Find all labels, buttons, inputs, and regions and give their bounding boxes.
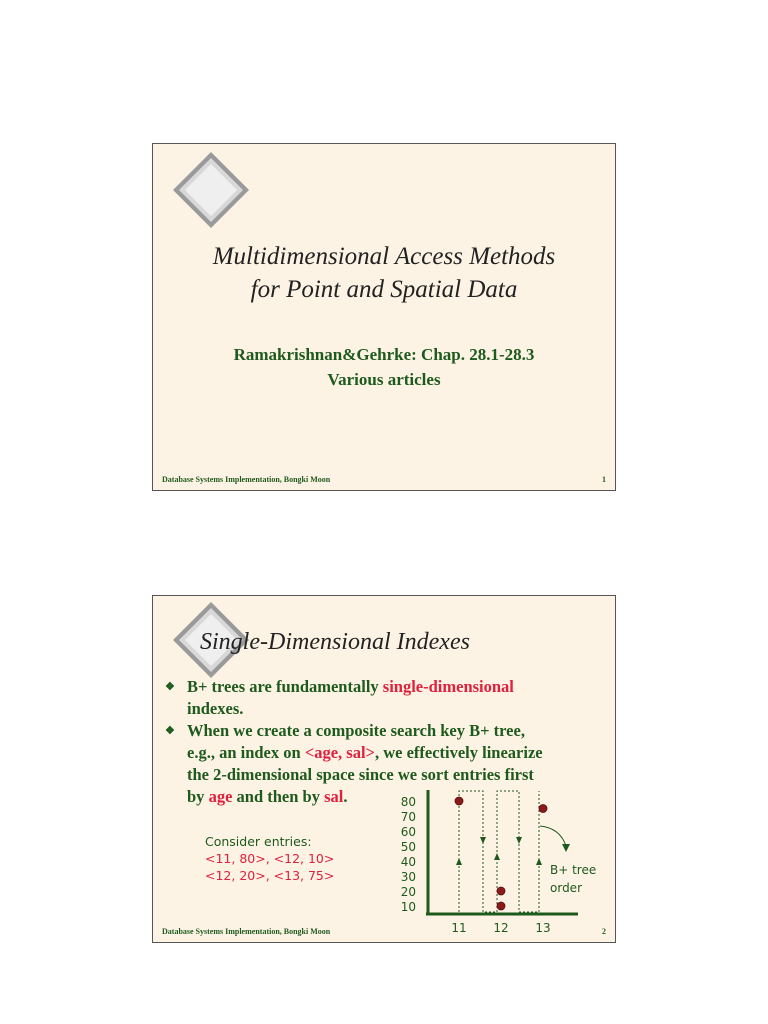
slide-title-line-2: for Point and Spatial Data <box>250 276 518 303</box>
y-tick-label: 80 <box>400 795 416 809</box>
annotation-line-2: order <box>550 881 582 895</box>
y-tick-label: 20 <box>400 885 416 899</box>
x-tick-label: 11 <box>451 921 467 935</box>
bullet-diamond-icon: ❖ <box>165 725 175 737</box>
page-number: 1 <box>602 475 606 484</box>
slide-subtitle-line-1: Ramakrishnan&Gehrke: Chap. 28.1-28.3 <box>233 345 535 364</box>
entries-line-2: <12, 20>, <13, 75> <box>205 868 335 883</box>
page-number: 2 <box>602 927 606 936</box>
y-tick-label: 10 <box>400 900 416 914</box>
bullet-text: the 2-dimensional space since we sort entries first <box>187 765 534 784</box>
data-point <box>539 805 547 813</box>
slide-subtitle-line-2: Various articles <box>327 370 441 389</box>
data-point <box>497 902 505 910</box>
data-point <box>497 887 505 895</box>
y-tick-label: 40 <box>400 855 416 869</box>
curved-arrow-icon <box>540 826 566 846</box>
path-arrow-icon <box>494 853 500 860</box>
b-tree-order-chart <box>378 786 608 936</box>
bullet-highlight: <age, sal> <box>304 743 375 762</box>
bullet-text: When we create a composite search key B+ tree, <box>187 721 525 740</box>
bullet-text: . <box>343 787 348 806</box>
bullet-1 <box>165 676 605 720</box>
slide-footer: Database Systems Implementation, Bongki Moon <box>162 475 331 484</box>
entries-line-1: <11, 80>, <12, 10> <box>205 851 335 866</box>
slide-footer: Database Systems Implementation, Bongki Moon <box>162 927 331 936</box>
bullet-highlight: sal <box>324 787 344 806</box>
bullet-text: and then by <box>232 787 325 806</box>
x-tick-label: 13 <box>535 921 551 935</box>
consider-entries <box>205 833 334 884</box>
path-arrow-icon <box>480 837 486 844</box>
arrowhead-icon <box>562 844 570 852</box>
bullet-text: indexes. <box>187 699 244 718</box>
consider-label: Consider entries: <box>205 834 312 849</box>
bullet-text: B+ trees are fundamentally <box>187 677 383 696</box>
data-point <box>455 797 463 805</box>
x-tick-label: 12 <box>493 921 509 935</box>
y-tick-label: 30 <box>400 870 416 884</box>
diamond-logo-icon <box>171 150 251 230</box>
slide-title-line-1: Multidimensional Access Methods <box>212 243 556 270</box>
y-tick-label: 60 <box>400 825 416 839</box>
annotation-line-1: B+ tree <box>550 863 597 877</box>
path-arrow-icon <box>516 837 522 844</box>
bullet-text: e.g., an index on <box>187 743 305 762</box>
bullet-text: by <box>187 787 209 806</box>
path-arrow-icon <box>536 858 542 865</box>
slide-title: Single-Dimensional Indexes <box>200 629 470 655</box>
bullet-text: , we effectively linearize <box>374 743 543 762</box>
slide-2 <box>152 595 616 943</box>
y-tick-label: 70 <box>400 810 416 824</box>
bullet-highlight: age <box>208 787 233 806</box>
y-tick-label: 50 <box>400 840 416 854</box>
slide-1 <box>152 143 616 491</box>
path-arrow-icon <box>456 858 462 865</box>
bullet-highlight: single-dimensional <box>382 677 514 696</box>
bullet-diamond-icon: ❖ <box>165 681 175 693</box>
